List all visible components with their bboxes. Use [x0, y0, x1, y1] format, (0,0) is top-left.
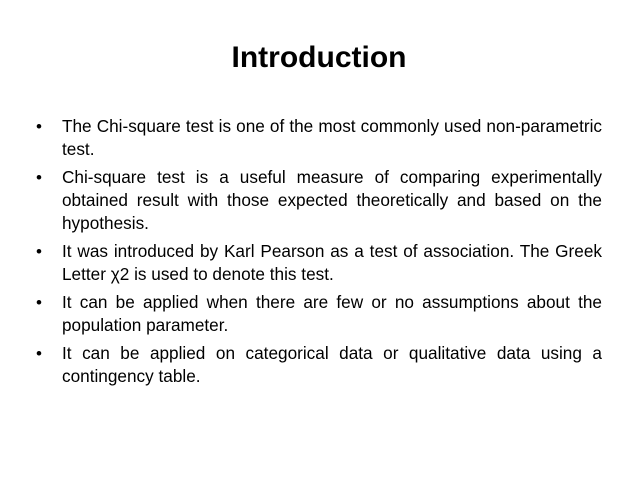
- bullet-item: [36, 115, 602, 161]
- bullet-item: [36, 240, 602, 286]
- bullet-icon: •: [36, 242, 42, 261]
- bullet-text: It can be applied on categorical data or qualitative data using a contingency table.: [62, 343, 602, 386]
- bullet-item: [36, 166, 602, 235]
- bullet-icon: •: [36, 344, 42, 363]
- slide-title: Introduction: [231, 41, 407, 74]
- bullet-text: It was introduced by Karl Pearson as a test of association. The Greek Letter χ2 is used to denote this test.: [62, 241, 602, 284]
- bullet-item: [36, 291, 602, 337]
- bullet-list: [36, 115, 602, 393]
- bullet-icon: •: [36, 293, 42, 312]
- bullet-item: [36, 342, 602, 388]
- bullet-text: Chi-square test is a useful measure of comparing experimentally obtained result with those expected theoretically and based on the hypothesis.: [62, 167, 602, 233]
- bullet-text: It can be applied when there are few or no assumptions about the population parameter.: [62, 292, 602, 335]
- bullet-icon: •: [36, 117, 42, 136]
- bullet-icon: •: [36, 168, 42, 187]
- bullet-text: The Chi-square test is one of the most commonly used non-parametric test.: [62, 116, 602, 159]
